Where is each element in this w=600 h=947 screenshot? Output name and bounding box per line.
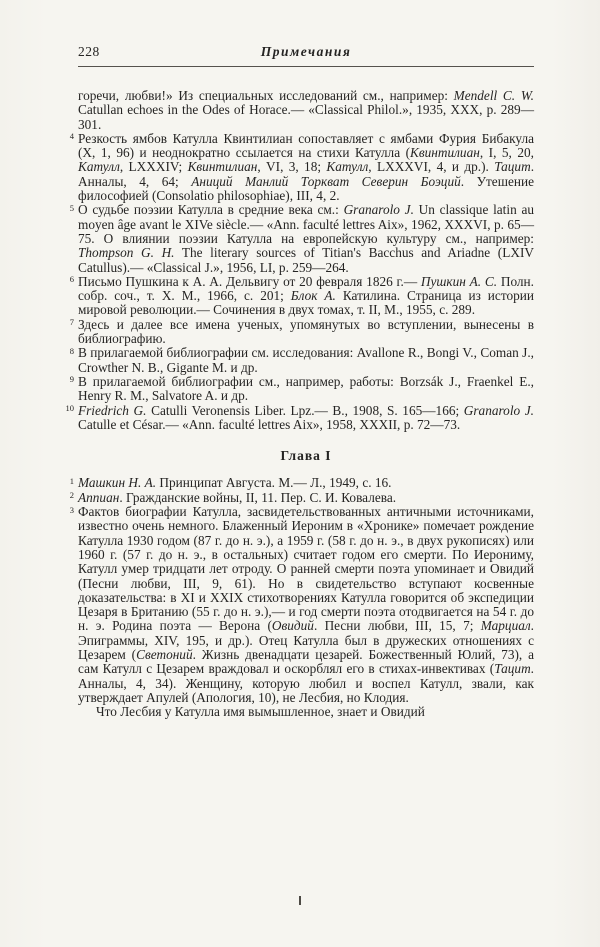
note: 1 Машкин Н. А. Принципат Августа. М.— Л., 1949, с. 16. [78,476,534,490]
note-number: 10 [65,403,74,414]
notes-list [65,88,535,432]
note: 3 Фактов биографии Катулла, засвидетельствованных античными источниками, известно очень немного. Блаженный Иероним в «Хронике» помечает рождение Катулла 1930 годом (87 г. до н. э.), а 1959 г. (58 г. до н. э., в двух рукописях) или 1960 г. (57 г. до н. э., в остальных) считает годом его смерти. По Иерониму, Катулл умер тридцати лет отроду. О ранней смерти поэта упоминает и Овидий (Песни любви, III, 9, 61). Но в свидетельство вступают косвенные доказательства: в XI и XXIX стихотворениях Катулла говорится об экспедиции Цезаря в Британию (55 г. до н. э.),— и год смерти поэта отодвигается на 54 г. до н. э. Родина поэта — Верона (Овидий. Песни любви, III, 15, 7; Марциал. Эпиграммы, XIV, 195, и др.). Отец Катулла был в дружеских отношениях с Цезарем (Светоний. Жизнь двенадцати цезарей. Божественный Юлий, 73), а сам Катулл с Цезарем враждовал и оскорблял его в стихах-инвективах (Тацит. Анналы, 4, 34). Женщину, которую любил и воспел Катулл, звали, как утверждает Апулей (Апология, 10), не Лесбия, но Клодия. [78,505,534,705]
note: Что Лесбия у Катулла имя вымышленное, знает и Овидий [96,704,425,720]
note: горечи, любви!» Из специальных исследований см., например: Mendell C. W. Catullan echoes in the Odes of Horace.— «Classical Philol.», 1935, XXX, p. 289—301. [78,88,534,132]
note: 6 Письмо Пушкина к А. А. Дельвигу от 20 февраля 1826 г.— Пушкин А. С. Полн. собр. соч., т. X. М., 1966, с. 201; Блок А. Катилина. Страница из истории мировой революции.— Сочинения в двух томах, т. II, М., 1955, с. 289. [78,275,534,318]
running-head [78,44,534,67]
note: 5 О судьбе поэзии Катулла в средние века см.: Granarolo J. Un classique latin au moyen âge avant le XIVe siècle.— «Ann. faculté lettres Aix», 1962, XXXVI, p. 65—75. О влиянии поэзии Катулла на европейскую культуру см., например: Thompson G. H. The literary sources of Titian's Bacchus and Ariadne (LXIV Catullus).— «Classical J.», 1956, LI, p. 259—264. [78,203,534,274]
chapter-notes-list [69,475,534,720]
note: 10 Friedrich G. Catulli Veronensis Liber. Lpz.— B., 1908, S. 165—166; Granarolo J. Catulle et César.— «Ann. faculté lettres Aix», 1958, XXXII, p. 72—73. [78,404,534,433]
note-number: 3 [69,504,74,515]
note-number: 2 [69,490,74,501]
note: 9 В прилагаемой библиографии см., например, работы: Borzsák J., Fraenkel E., Henry R. M., Salvatore A. и др. [78,375,534,404]
printer-mark [299,896,301,905]
chapter-heading: Глава I [280,448,332,464]
note-number: 1 [69,475,74,486]
note: 7 Здесь и далее все имена ученых, упомянутых во вступлении, вынесены в библиографию. [78,318,534,347]
running-title: Примечания [260,44,352,59]
note: 4 Резкость ямбов Катулла Квинтилиан сопоставляет с ямбами Фурия Бибакула (X, 1, 96) и неоднократно ссылается на стихи Катулла (Квинтилиан, I, 5, 20, Катулл, LXXXIV; Квинтилиан, VI, 3, 18; Катулл, LXXXVI, 4, и др.). Тацит. Анналы, 4, 64; Аниций Манлий Торкват Северин Боэций. Утешение философией (Consolatio philosophiae), III, 4, 2. [78,132,534,203]
notes-section [65,88,535,720]
note: 2 Аппиан. Гражданские войны, II, 11. Пер. С. И. Ковалева. [78,491,534,505]
note-number: 5 [69,202,74,213]
note-number: 6 [69,274,74,285]
page-number: 228 [78,44,100,59]
note: 8 В прилагаемой библиографии см. исследования: Avallone R., Bongi V., Coman J., Crowther N. B., Gigante M. и др. [78,346,534,375]
note-number: 4 [69,131,74,142]
note-number: 8 [69,345,74,356]
note-number: 7 [69,317,74,328]
note-number: 9 [69,374,74,385]
